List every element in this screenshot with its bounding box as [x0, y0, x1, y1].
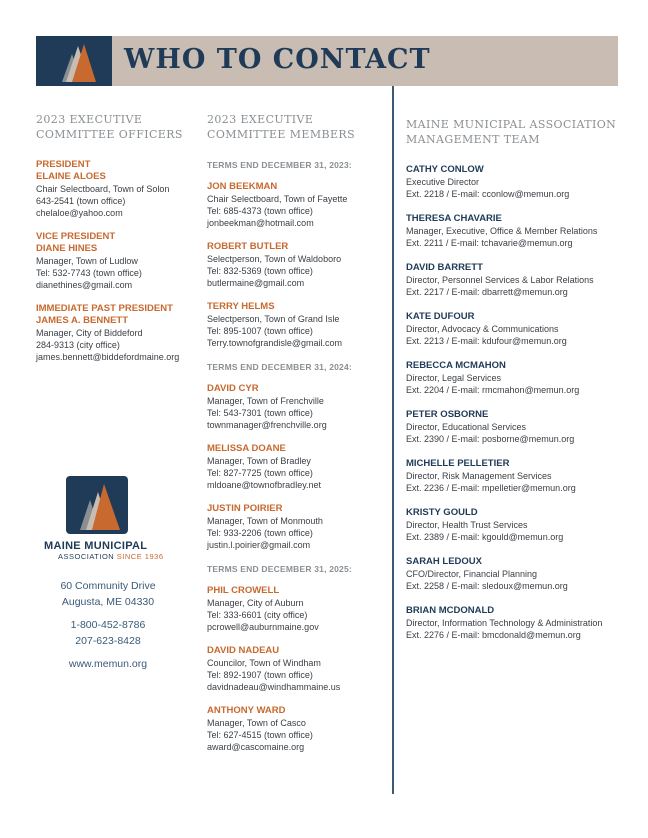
members-column: [207, 112, 387, 765]
organization-phones: 1-800-452-8786 207-623-8428: [70, 619, 146, 647]
member-email[interactable]: townmanager@frenchville.org: [207, 420, 327, 430]
member-email[interactable]: Terry.townofgrandisle@gmail.com: [207, 338, 343, 348]
members-heading: 2023 EXECUTIVE COMMITTEE MEMBERS: [207, 113, 356, 141]
organization-name: MAINE MUNICIPAL: [44, 540, 148, 552]
officer-email[interactable]: james.bennett@biddefordmaine.org: [36, 352, 180, 362]
staff-entry: BRIAN MCDONALD Director, Information Technology & Administration Ext. 2276 / E-mail: bmcdonald@memun.org: [406, 605, 621, 641]
member-entry: JON BEEKMAN Chair Selectboard, Town of Fayette Tel: 685-4373 (town office) jonbeekman@hotmail.com: [207, 181, 387, 229]
staff-contact[interactable]: Ext. 2218 / E-mail: cconlow@memun.org: [406, 189, 570, 199]
staff-entry: THERESA CHAVARIE Manager, Executive, Office & Member Relations Ext. 2211 / E-mail: tchavarie@memun.org: [406, 213, 621, 249]
officer-role: VICE PRESIDENT: [36, 231, 116, 242]
staff-entry: KATE DUFOUR Director, Advocacy & Communications Ext. 2213 / E-mail: kdufour@memun.org: [406, 311, 621, 347]
staff-contact[interactable]: Ext. 2217 / E-mail: dbarrett@memun.org: [406, 287, 568, 297]
staff-entry: PETER OSBORNE Director, Educational Services Ext. 2390 / E-mail: posborne@memun.org: [406, 409, 621, 445]
staff-entry: KRISTY GOULD Director, Health Trust Services Ext. 2389 / E-mail: kgould@memun.org: [406, 507, 621, 543]
staff-name: THERESA CHAVARIE: [406, 213, 502, 224]
member-name: DAVID CYR: [207, 383, 259, 394]
member-email[interactable]: butlermaine@gmail.com: [207, 278, 305, 288]
member-entry: DAVID CYR Manager, Town of Frenchville Tel: 543-7301 (town office) townmanager@frenchville.org: [207, 383, 387, 431]
member-name: ANTHONY WARD: [207, 705, 286, 716]
staff-entry: SARAH LEDOUX CFO/Director, Financial Planning Ext. 2258 / E-mail: sledoux@memun.org: [406, 556, 621, 592]
member-email[interactable]: pcrowell@auburnmaine.gov: [207, 622, 319, 632]
column-divider: [392, 86, 394, 794]
member-entry: DAVID NADEAU Councilor, Town of Windham Tel: 892-1907 (town office) davidnadeau@windhammaine.us: [207, 645, 387, 693]
staff-name: CATHY CONLOW: [406, 164, 484, 175]
member-entry: TERRY HELMS Selectperson, Town of Grand Isle Tel: 895-1007 (town office) Terry.townofgrandisle@gmail.com: [207, 301, 387, 349]
staff-name: PETER OSBORNE: [406, 409, 489, 420]
officer-role: IMMEDIATE PAST PRESIDENT: [36, 303, 173, 314]
officer-name: DIANE HINES: [36, 243, 98, 254]
term-heading: TERMS END DECEMBER 31, 2024:: [207, 362, 352, 372]
staff-name: KATE DUFOUR: [406, 311, 475, 322]
staff-entry: REBECCA MCMAHON Director, Legal Services Ext. 2204 / E-mail: rmcmahon@memun.org: [406, 360, 621, 396]
staff-entry: CATHY CONLOW Executive Director Ext. 2218 / E-mail: cconlow@memun.org: [406, 164, 621, 200]
member-name: PHIL CROWELL: [207, 585, 280, 596]
staff-contact[interactable]: Ext. 2258 / E-mail: sledoux@memun.org: [406, 581, 568, 591]
staff-entry: MICHELLE PELLETIER Director, Risk Management Services Ext. 2236 / E-mail: mpelletier@memun.org: [406, 458, 621, 494]
staff-contact[interactable]: Ext. 2236 / E-mail: mpelletier@memun.org: [406, 483, 576, 493]
member-name: TERRY HELMS: [207, 301, 275, 312]
officers-heading: 2023 EXECUTIVE COMMITTEE OFFICERS: [36, 113, 183, 141]
member-name: JUSTIN POIRIER: [207, 503, 283, 514]
header-logo: [36, 36, 112, 86]
staff-contact[interactable]: Ext. 2211 / E-mail: tchavarie@memun.org: [406, 238, 573, 248]
term-heading: TERMS END DECEMBER 31, 2025:: [207, 564, 352, 574]
member-entry: JUSTIN POIRIER Manager, Town of Monmouth Tel: 933-2206 (town office) justin.l.poirier@gmail.com: [207, 503, 387, 551]
member-name: DAVID NADEAU: [207, 645, 280, 656]
page-title: WHO TO CONTACT: [124, 44, 431, 75]
staff-contact[interactable]: Ext. 2276 / E-mail: bmcdonald@memun.org: [406, 630, 581, 640]
member-entry: ROBERT BUTLER Selectperson, Town of Waldoboro Tel: 832-5369 (town office) butlermaine@gmail.com: [207, 241, 387, 289]
tree-logo-icon: [36, 36, 112, 86]
member-email[interactable]: justin.l.poirier@gmail.com: [207, 540, 311, 550]
officer-entry: PRESIDENT ELAINE ALOES Chair Selectboard, Town of Solon 643-2541 (town office) chelaloe@yahoo.com: [36, 159, 196, 219]
term-heading: TERMS END DECEMBER 31, 2023:: [207, 160, 352, 170]
staff-contact[interactable]: Ext. 2213 / E-mail: kdufour@memun.org: [406, 336, 567, 346]
officer-entry: VICE PRESIDENT DIANE HINES Manager, Town of Ludlow Tel: 532-7743 (town office) dianethines@gmail.com: [36, 231, 196, 291]
staff-name: SARAH LEDOUX: [406, 556, 483, 567]
officer-email[interactable]: dianethines@gmail.com: [36, 280, 133, 290]
member-email[interactable]: davidnadeau@windhammaine.us: [207, 682, 341, 692]
member-email[interactable]: mldoane@townofbradley.net: [207, 480, 322, 490]
staff-contact[interactable]: Ext. 2389 / E-mail: kgould@memun.org: [406, 532, 564, 542]
staff-name: REBECCA MCMAHON: [406, 360, 506, 371]
management-column: [406, 117, 621, 654]
member-email[interactable]: jonbeekman@hotmail.com: [207, 218, 314, 228]
staff-name: KRISTY GOULD: [406, 507, 478, 518]
member-name: MELISSA DOANE: [207, 443, 286, 454]
member-name: JON BEEKMAN: [207, 181, 278, 192]
organization-address: 60 Community Drive Augusta, ME 04330: [60, 580, 156, 608]
staff-contact[interactable]: Ext. 2390 / E-mail: posborne@memun.org: [406, 434, 575, 444]
staff-contact[interactable]: Ext. 2204 / E-mail: rmcmahon@memun.org: [406, 385, 580, 395]
officer-email[interactable]: chelaloe@yahoo.com: [36, 208, 123, 218]
officers-column: [36, 112, 196, 375]
officer-name: ELAINE ALOES: [36, 171, 106, 182]
management-heading: MAINE MUNICIPAL ASSOCIATION MANAGEMENT TEAM: [406, 118, 617, 146]
staff-name: MICHELLE PELLETIER: [406, 458, 510, 469]
officer-name: JAMES A. BENNETT: [36, 315, 129, 326]
member-name: ROBERT BUTLER: [207, 241, 289, 252]
officer-entry: IMMEDIATE PAST PRESIDENT JAMES A. BENNETT Manager, City of Biddeford 284-9313 (city office) james.bennett@biddefordmaine.org: [36, 303, 196, 363]
staff-name: BRIAN MCDONALD: [406, 605, 495, 616]
tree-logo-icon: [66, 476, 128, 534]
organization-website[interactable]: www.memun.org: [68, 658, 148, 670]
staff-name: DAVID BARRETT: [406, 262, 483, 273]
member-email[interactable]: award@cascomaine.org: [207, 742, 305, 752]
staff-entry: DAVID BARRETT Director, Personnel Services & Labor Relations Ext. 2217 / E-mail: dbarrett@memun.org: [406, 262, 621, 298]
member-entry: ANTHONY WARD Manager, Town of Casco Tel: 627-4515 (town office) award@cascomaine.org: [207, 705, 387, 753]
organization-subtitle: ASSOCIATION SINCE 1936: [58, 552, 164, 561]
organization-logo: [36, 476, 180, 561]
member-entry: PHIL CROWELL Manager, City of Auburn Tel: 333-6601 (city office) pcrowell@auburnmaine.gov: [207, 585, 387, 633]
officer-role: PRESIDENT: [36, 159, 91, 170]
member-entry: MELISSA DOANE Manager, Town of Bradley Tel: 827-7725 (town office) mldoane@townofbradley.net: [207, 443, 387, 491]
